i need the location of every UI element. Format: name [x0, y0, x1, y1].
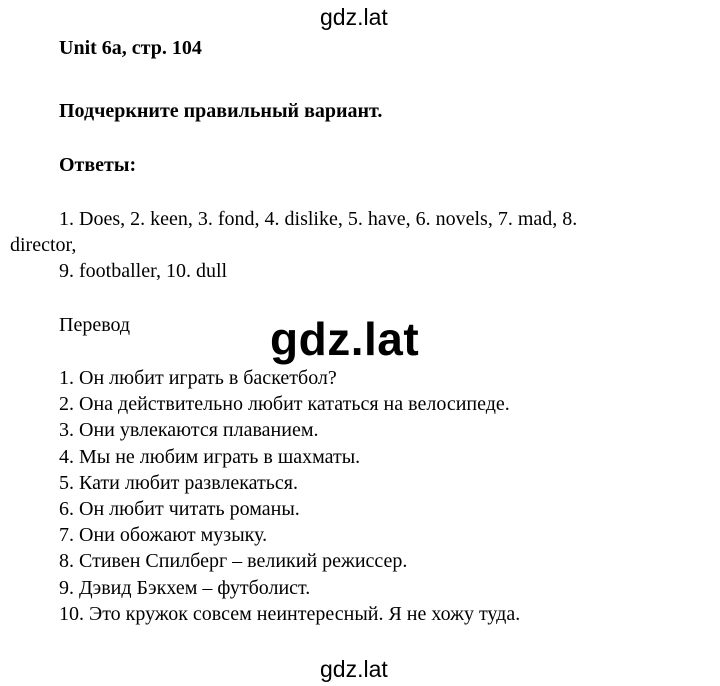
translation-item: 8. Стивен Спилберг – великий режиссер. — [59, 550, 408, 573]
translation-item: 5. Кати любит развлекаться. — [59, 471, 298, 494]
answers-line-2: director, — [10, 234, 77, 256]
translation-item: 4. Мы не любим играть в шахматы. — [59, 445, 361, 468]
translation-label: Перевод — [59, 314, 131, 336]
translation-item: 2. Она действительно любит кататься на велосипеде. — [59, 393, 510, 416]
translation-item: 10. Это кружок совсем неинтересный. Я не хожу туда. — [59, 602, 521, 625]
watermark-bottom: gdz.lat — [320, 656, 388, 682]
translation-item: 1. Он любит играть в баскетбол? — [59, 367, 337, 389]
answers-label: Ответы: — [59, 154, 137, 176]
watermark-middle: gdz.lat — [270, 313, 420, 365]
unit-heading: Unit 6a, стр. 104 — [59, 37, 202, 59]
answers-line-1: 1. Does, 2. keen, 3. fond, 4. dislike, 5. have, 6. novels, 7. mad, 8. — [59, 208, 578, 230]
watermark-top: gdz.lat — [320, 4, 388, 30]
instruction-text: Подчеркните правильный вариант. — [59, 100, 383, 122]
translation-list — [59, 365, 520, 627]
answers-line-3: 9. footballer, 10. dull — [59, 260, 228, 282]
translation-item: 7. Они обожают музыку. — [59, 524, 268, 547]
translation-item: 6. Он любит читать романы. — [59, 498, 300, 521]
translation-item: 3. Они увлекаются плаванием. — [59, 419, 319, 442]
translation-item: 9. Дэвид Бэкхем – футболист. — [59, 576, 311, 599]
